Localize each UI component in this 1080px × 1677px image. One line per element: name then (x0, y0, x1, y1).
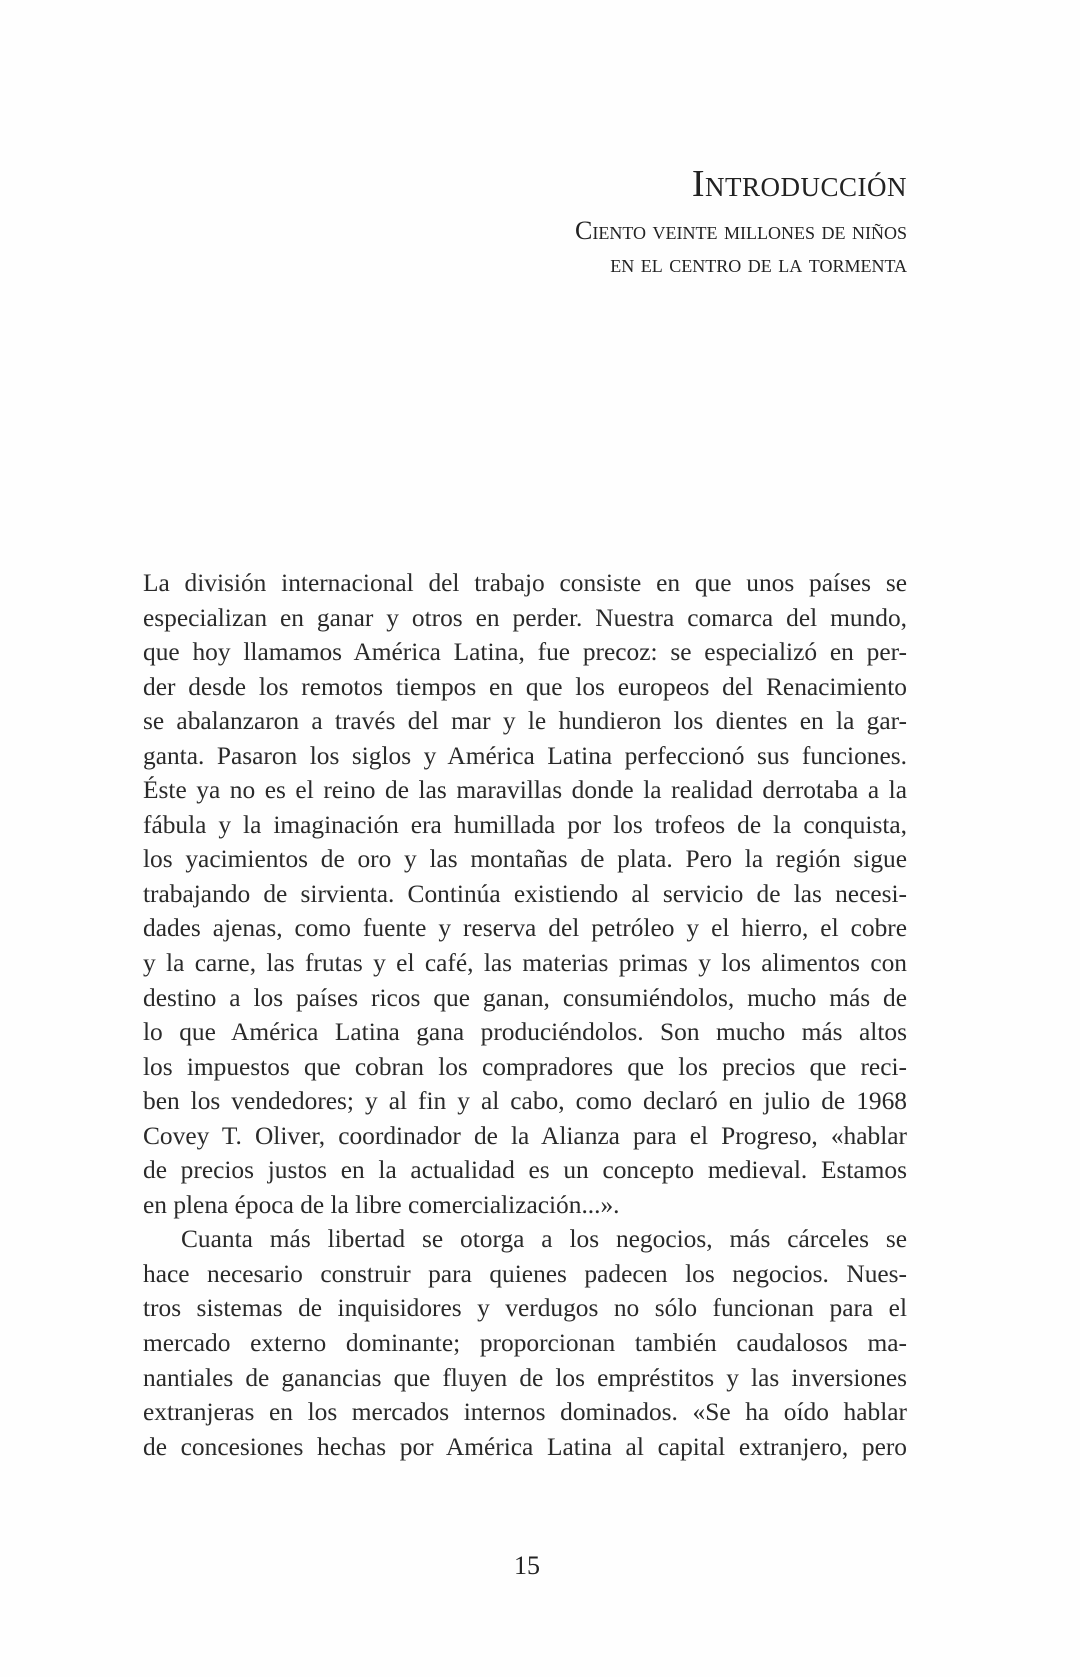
text-line: en plena época de la libre comercialización...». (143, 1190, 620, 1219)
page-number: 15 (514, 1551, 540, 1580)
text-line: fábula y la imaginación era humillada por los trofeos de la conquista, (143, 810, 907, 839)
chapter-title: Introducción (691, 163, 907, 205)
text-line: se abalanzaron a través del mar y le hundieron los dientes en la gar- (143, 707, 907, 736)
text-line: Cuanta más libertad se otorga a los negocios, más cárceles se (181, 1225, 907, 1254)
paragraph-2 (143, 1222, 907, 1464)
text-line: ben los vendedores; y al fin y al cabo, como declaró en julio de 1968 (143, 1087, 907, 1116)
text-line: destino a los países ricos que ganan, consumiéndolos, mucho más de (143, 983, 907, 1012)
body-text (143, 566, 907, 1464)
text-line: los impuestos que cobran los compradores que los precios que reci- (143, 1052, 907, 1081)
chapter-subtitle-line-1: Ciento veinte millones de niños (575, 216, 907, 245)
text-line: de concesiones hechas por América Latina al capital extranjero, pero (143, 1432, 907, 1461)
text-line: dades ajenas, como fuente y reserva del petróleo y el hierro, el cobre (143, 914, 907, 943)
text-line: extranjeras en los mercados internos dominados. «Se ha oído hablar (143, 1398, 907, 1427)
text-line: de precios justos en la actualidad es un concepto medieval. Estamos (143, 1156, 907, 1185)
paragraph-1 (143, 566, 907, 1222)
text-line: y la carne, las frutas y el café, las materias primas y los alimentos con (143, 949, 907, 978)
text-line: hace necesario construir para quienes padecen los negocios. Nues- (143, 1259, 907, 1288)
text-line: ganta. Pasaron los siglos y América Latina perfeccionó sus funciones. (143, 741, 907, 770)
text-line: trabajando de sirvienta. Continúa existiendo al servicio de las necesi- (143, 879, 907, 908)
text-line: lo que América Latina gana produciéndolos. Son mucho más altos (143, 1018, 907, 1047)
text-line: nantiales de ganancias que fluyen de los empréstitos y las inversiones (143, 1363, 907, 1392)
text-line: especializan en ganar y otros en perder. Nuestra comarca del mundo, (143, 603, 907, 632)
text-line: Éste ya no es el reino de las maravillas donde la realidad derrotaba a la (143, 776, 907, 805)
text-line: der desde los remotos tiempos en que los europeos del Renacimiento (143, 672, 907, 701)
text-line: Covey T. Oliver, coordinador de la Alianza para el Progreso, «hablar (143, 1121, 907, 1150)
chapter-heading (575, 162, 907, 280)
text-line: los yacimientos de oro y las montañas de plata. Pero la región sigue (143, 845, 907, 874)
text-line: La división internacional del trabajo consiste en que unos países se (143, 569, 907, 597)
chapter-subtitle (575, 214, 907, 280)
text-line: tros sistemas de inquisidores y verdugos no sólo funcionan para el (143, 1294, 907, 1323)
text-line: mercado externo dominante; proporcionan también caudalosos ma- (143, 1329, 907, 1358)
chapter-subtitle-line-2: en el centro de la tormenta (610, 249, 907, 278)
text-line: que hoy llamamos América Latina, fue precoz: se especializó en per- (143, 638, 907, 667)
